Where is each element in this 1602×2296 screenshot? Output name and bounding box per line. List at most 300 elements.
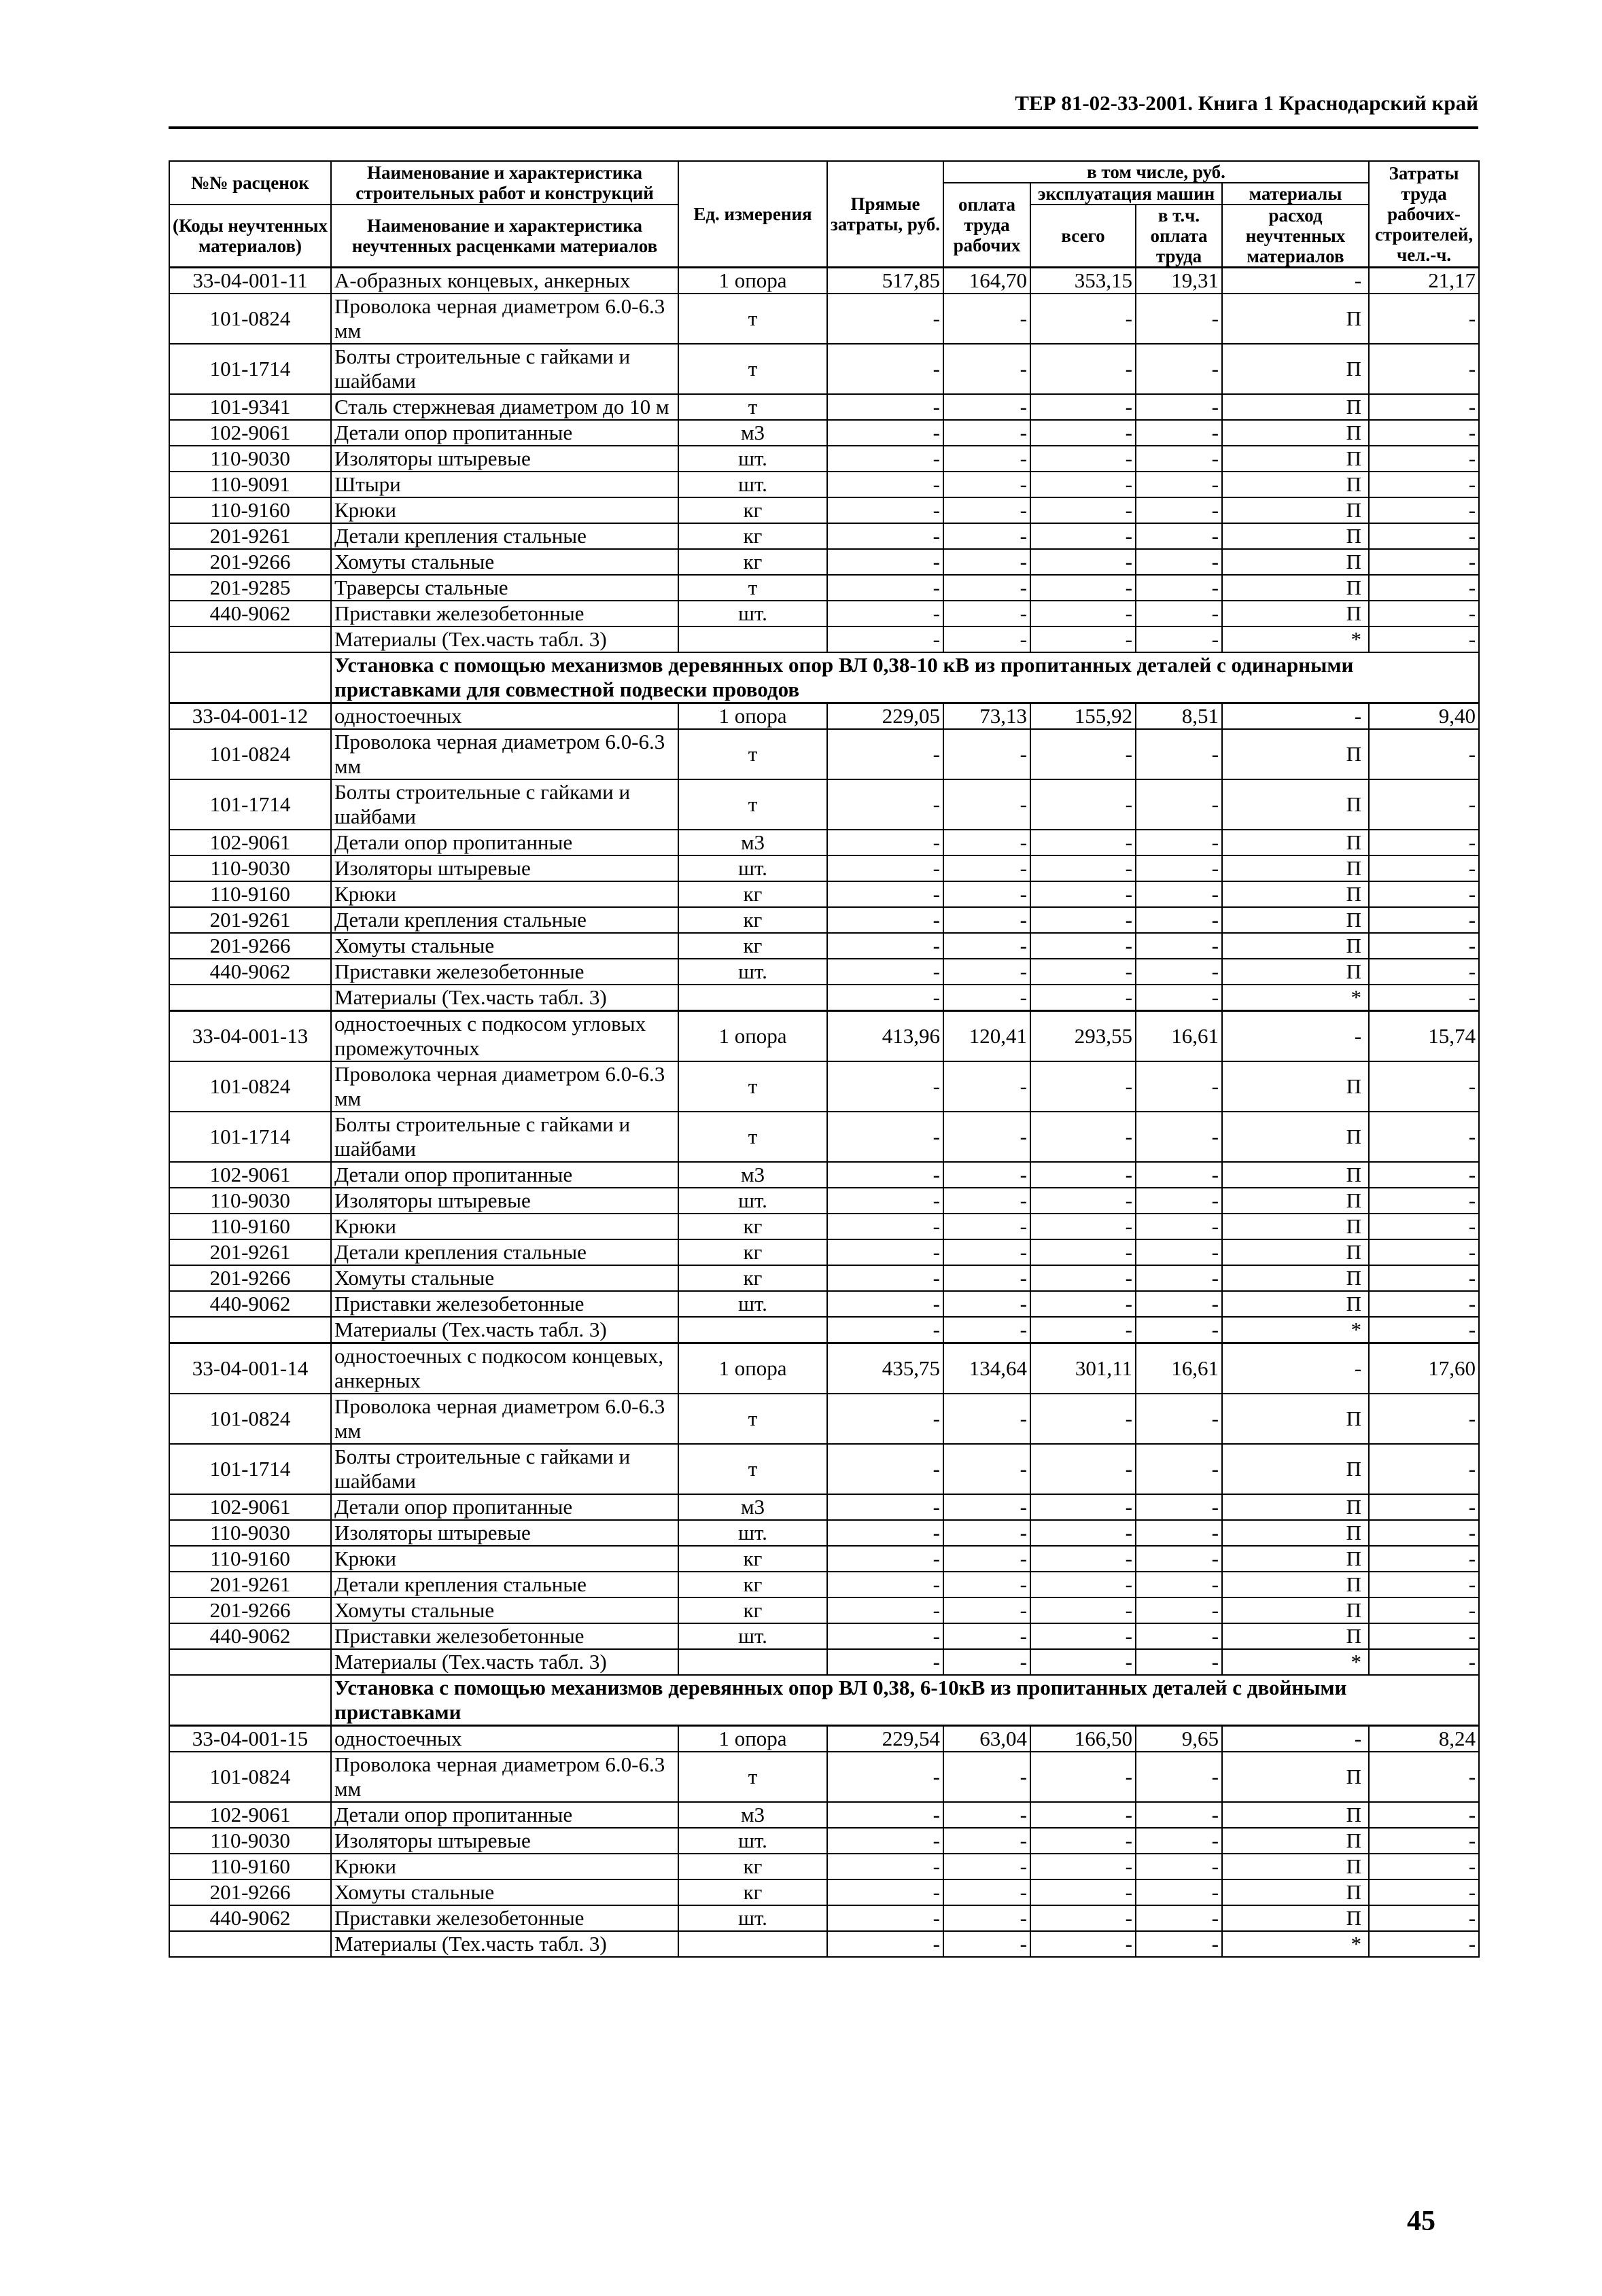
direct-cost-cell: - [827, 1828, 943, 1854]
labor-cost-cell: - [1369, 523, 1479, 549]
labor-cost-cell: - [1369, 1572, 1479, 1597]
col-header-mach-total: всего [1030, 205, 1136, 268]
materials-cell: П [1222, 601, 1369, 626]
machines-labor-pay-cell: - [1136, 1317, 1222, 1343]
materials-cell: П [1222, 549, 1369, 575]
rate-code-cell: 201-9266 [169, 933, 331, 959]
material-row [169, 1546, 1479, 1572]
labor-pay-cell: - [943, 1752, 1030, 1802]
direct-cost-cell: 229,05 [827, 703, 943, 730]
labor-cost-cell: - [1369, 1905, 1479, 1931]
machines-total-cell: - [1030, 779, 1136, 830]
materials-cell: П [1222, 1291, 1369, 1317]
rate-code-cell: 101-0824 [169, 1752, 331, 1802]
materials-cell: П [1222, 497, 1369, 523]
labor-cost-cell: - [1369, 1265, 1479, 1291]
material-row [169, 959, 1479, 985]
material-row [169, 575, 1479, 601]
material-row [169, 626, 1479, 652]
item-name-cell: Изоляторы штыревые [331, 1520, 678, 1546]
section-code-cell [169, 652, 331, 703]
materials-cell: * [1222, 626, 1369, 652]
labor-pay-cell: - [943, 959, 1030, 985]
machines-labor-pay-cell: - [1136, 1239, 1222, 1265]
machines-labor-pay-cell: 16,61 [1136, 1011, 1222, 1062]
table-header [169, 161, 1479, 268]
unit-cell: шт. [678, 446, 827, 472]
machines-labor-pay-cell: - [1136, 1931, 1222, 1957]
labor-pay-cell: - [943, 1905, 1030, 1931]
unit-cell: 1 опора [678, 1726, 827, 1752]
machines-total-cell: - [1030, 1905, 1136, 1931]
machines-labor-pay-cell: - [1136, 472, 1222, 497]
item-name-cell: Сталь стержневая диаметром до 10 м [331, 394, 678, 420]
machines-labor-pay-cell: - [1136, 881, 1222, 907]
labor-pay-cell: - [943, 523, 1030, 549]
direct-cost-cell: - [827, 1162, 943, 1188]
unit-cell: кг [678, 1265, 827, 1291]
unit-cell: т [678, 1752, 827, 1802]
machines-total-cell: 353,15 [1030, 268, 1136, 294]
col-header-labor-pay: оплата труда рабочих [943, 183, 1030, 268]
labor-pay-cell: - [943, 830, 1030, 855]
unit-cell: шт. [678, 472, 827, 497]
labor-pay-cell: - [943, 1931, 1030, 1957]
machines-labor-pay-cell: - [1136, 1520, 1222, 1546]
labor-pay-cell: - [943, 907, 1030, 933]
rate-code-cell: 110-9030 [169, 446, 331, 472]
machines-labor-pay-cell: - [1136, 1061, 1222, 1112]
item-name-cell: одностоечных [331, 703, 678, 730]
materials-cell: П [1222, 933, 1369, 959]
labor-cost-cell: - [1369, 1494, 1479, 1520]
machines-labor-pay-cell: - [1136, 294, 1222, 344]
machines-total-cell: - [1030, 549, 1136, 575]
machines-total-cell: - [1030, 1061, 1136, 1112]
machines-total-cell: - [1030, 1572, 1136, 1597]
labor-pay-cell: - [943, 881, 1030, 907]
materials-cell: П [1222, 1394, 1369, 1444]
rate-code-cell: 33-04-001-11 [169, 268, 331, 294]
machines-labor-pay-cell: - [1136, 1546, 1222, 1572]
machines-labor-pay-cell: - [1136, 1494, 1222, 1520]
machines-total-cell: - [1030, 1520, 1136, 1546]
labor-pay-cell: - [943, 729, 1030, 779]
item-name-cell: Материалы (Тех.часть табл. 3) [331, 1317, 678, 1343]
machines-labor-pay-cell: - [1136, 420, 1222, 446]
item-name-cell: Хомуты стальные [331, 1265, 678, 1291]
material-row [169, 1572, 1479, 1597]
direct-cost-cell: - [827, 1597, 943, 1623]
direct-cost-cell: - [827, 1494, 943, 1520]
materials-cell: П [1222, 959, 1369, 985]
machines-labor-pay-cell: - [1136, 779, 1222, 830]
direct-cost-cell: - [827, 881, 943, 907]
rate-row [169, 268, 1479, 294]
machines-total-cell: - [1030, 1854, 1136, 1879]
item-name-cell: Проволока черная диаметром 6.0-6.3 мм [331, 294, 678, 344]
direct-cost-cell: - [827, 855, 943, 881]
material-row [169, 1188, 1479, 1214]
unit-cell: кг [678, 881, 827, 907]
table-body [169, 268, 1479, 1958]
materials-cell: П [1222, 729, 1369, 779]
rate-code-cell: 440-9062 [169, 1905, 331, 1931]
item-name-cell: Детали опор пропитанные [331, 1162, 678, 1188]
machines-total-cell: - [1030, 855, 1136, 881]
rate-code-cell: 101-9341 [169, 394, 331, 420]
machines-total-cell: - [1030, 830, 1136, 855]
rate-code-cell: 201-9261 [169, 1239, 331, 1265]
material-row [169, 779, 1479, 830]
labor-pay-cell: - [943, 1162, 1030, 1188]
materials-cell: П [1222, 1239, 1369, 1265]
machines-labor-pay-cell: - [1136, 1291, 1222, 1317]
machines-labor-pay-cell: - [1136, 1649, 1222, 1675]
labor-pay-cell: - [943, 1444, 1030, 1494]
material-row [169, 1494, 1479, 1520]
item-name-cell: Приставки железобетонные [331, 1905, 678, 1931]
machines-labor-pay-cell: 16,61 [1136, 1343, 1222, 1394]
machines-labor-pay-cell: - [1136, 907, 1222, 933]
materials-cell: П [1222, 830, 1369, 855]
materials-cell: П [1222, 1520, 1369, 1546]
machines-total-cell: - [1030, 523, 1136, 549]
machines-total-cell: - [1030, 1623, 1136, 1649]
col-header-labor-cost: Затраты труда рабочих-строителей, чел.-ч. [1369, 161, 1479, 268]
materials-cell: П [1222, 294, 1369, 344]
material-row [169, 1905, 1479, 1931]
materials-cell: П [1222, 1546, 1369, 1572]
labor-cost-cell: - [1369, 575, 1479, 601]
labor-cost-cell: - [1369, 446, 1479, 472]
rate-code-cell: 33-04-001-15 [169, 1726, 331, 1752]
item-name-cell: одностоечных с подкосом концевых, анкерных [331, 1343, 678, 1394]
rate-code-cell: 101-0824 [169, 294, 331, 344]
item-name-cell: Крюки [331, 1854, 678, 1879]
col-header-machines: эксплуатация машин [1030, 183, 1222, 205]
materials-cell: П [1222, 1623, 1369, 1649]
rate-code-cell: 101-0824 [169, 729, 331, 779]
labor-pay-cell: - [943, 497, 1030, 523]
rate-code-cell: 101-1714 [169, 1112, 331, 1162]
machines-labor-pay-cell: - [1136, 549, 1222, 575]
direct-cost-cell: - [827, 1879, 943, 1905]
machines-labor-pay-cell: 8,51 [1136, 703, 1222, 730]
labor-pay-cell: - [943, 626, 1030, 652]
material-row [169, 855, 1479, 881]
material-row [169, 1879, 1479, 1905]
materials-cell: П [1222, 1188, 1369, 1214]
rate-code-cell [169, 1649, 331, 1675]
labor-cost-cell: - [1369, 830, 1479, 855]
machines-total-cell: - [1030, 1188, 1136, 1214]
unit-cell: м3 [678, 1162, 827, 1188]
labor-pay-cell: 73,13 [943, 703, 1030, 730]
unit-cell: кг [678, 1879, 827, 1905]
materials-cell: - [1222, 1011, 1369, 1062]
labor-pay-cell: - [943, 1494, 1030, 1520]
machines-total-cell: - [1030, 1597, 1136, 1623]
materials-cell: П [1222, 1214, 1369, 1239]
direct-cost-cell: - [827, 933, 943, 959]
item-name-cell: Приставки железобетонные [331, 1623, 678, 1649]
machines-total-cell: - [1030, 626, 1136, 652]
item-name-cell: Детали опор пропитанные [331, 1802, 678, 1828]
direct-cost-cell: - [827, 1239, 943, 1265]
machines-total-cell: 166,50 [1030, 1726, 1136, 1752]
labor-cost-cell: 8,24 [1369, 1726, 1479, 1752]
materials-cell: П [1222, 881, 1369, 907]
unit-cell: шт. [678, 1828, 827, 1854]
rate-code-cell: 101-1714 [169, 779, 331, 830]
item-name-cell: Проволока черная диаметром 6.0-6.3 мм [331, 1752, 678, 1802]
materials-cell: П [1222, 575, 1369, 601]
unit-cell [678, 1649, 827, 1675]
labor-cost-cell: - [1369, 1752, 1479, 1802]
item-name-cell: Материалы (Тех.часть табл. 3) [331, 1649, 678, 1675]
machines-labor-pay-cell: - [1136, 523, 1222, 549]
rate-code-cell: 440-9062 [169, 959, 331, 985]
labor-cost-cell: - [1369, 1214, 1479, 1239]
item-name-cell: Детали крепления стальные [331, 1239, 678, 1265]
item-name-cell: Детали крепления стальные [331, 1572, 678, 1597]
unit-cell: 1 опора [678, 1343, 827, 1394]
materials-cell: П [1222, 907, 1369, 933]
labor-cost-cell: - [1369, 1597, 1479, 1623]
machines-total-cell: - [1030, 1828, 1136, 1854]
machines-labor-pay-cell: - [1136, 933, 1222, 959]
item-name-cell: Хомуты стальные [331, 933, 678, 959]
rate-code-cell: 102-9061 [169, 1802, 331, 1828]
material-row [169, 907, 1479, 933]
rate-code-cell: 102-9061 [169, 420, 331, 446]
item-name-cell: Хомуты стальные [331, 549, 678, 575]
rate-code-cell: 33-04-001-13 [169, 1011, 331, 1062]
direct-cost-cell: - [827, 626, 943, 652]
direct-cost-cell: - [827, 1291, 943, 1317]
machines-labor-pay-cell: 19,31 [1136, 268, 1222, 294]
materials-cell: П [1222, 779, 1369, 830]
machines-total-cell: - [1030, 575, 1136, 601]
machines-total-cell: - [1030, 985, 1136, 1011]
direct-cost-cell: - [827, 1265, 943, 1291]
materials-cell: П [1222, 1879, 1369, 1905]
machines-labor-pay-cell: - [1136, 1188, 1222, 1214]
direct-cost-cell: - [827, 1572, 943, 1597]
materials-cell: П [1222, 1061, 1369, 1112]
labor-cost-cell: 17,60 [1369, 1343, 1479, 1394]
machines-labor-pay-cell: - [1136, 855, 1222, 881]
col-header-unit: Ед. измерения [678, 161, 827, 268]
labor-cost-cell: - [1369, 855, 1479, 881]
labor-cost-cell: - [1369, 1444, 1479, 1494]
labor-cost-cell: - [1369, 472, 1479, 497]
item-name-cell: Крюки [331, 497, 678, 523]
materials-cell: П [1222, 394, 1369, 420]
labor-pay-cell: - [943, 933, 1030, 959]
direct-cost-cell: - [827, 1931, 943, 1957]
machines-total-cell: - [1030, 933, 1136, 959]
rate-code-cell: 33-04-001-12 [169, 703, 331, 730]
labor-pay-cell: - [943, 1546, 1030, 1572]
rate-code-cell [169, 626, 331, 652]
rate-code-cell: 101-0824 [169, 1061, 331, 1112]
material-row [169, 1623, 1479, 1649]
rate-code-cell: 101-0824 [169, 1394, 331, 1444]
rate-code-cell: 102-9061 [169, 1494, 331, 1520]
machines-labor-pay-cell: - [1136, 1597, 1222, 1623]
machines-labor-pay-cell: - [1136, 1162, 1222, 1188]
machines-labor-pay-cell: - [1136, 446, 1222, 472]
labor-pay-cell: - [943, 1265, 1030, 1291]
materials-cell: П [1222, 1494, 1369, 1520]
direct-cost-cell: - [827, 1752, 943, 1802]
unit-cell: т [678, 1444, 827, 1494]
direct-cost-cell: - [827, 1905, 943, 1931]
unit-cell: кг [678, 497, 827, 523]
col-header-code-bottom: (Коды неучтенных материалов) [169, 205, 331, 268]
labor-cost-cell: - [1369, 1112, 1479, 1162]
direct-cost-cell: - [827, 959, 943, 985]
labor-cost-cell: - [1369, 959, 1479, 985]
col-header-name-bottom: Наименование и характеристика неучтенных расценками материалов [331, 205, 678, 268]
material-row [169, 729, 1479, 779]
machines-total-cell: - [1030, 394, 1136, 420]
unit-cell: шт. [678, 1520, 827, 1546]
labor-cost-cell: - [1369, 729, 1479, 779]
machines-total-cell: 301,11 [1030, 1343, 1136, 1394]
item-name-cell: Штыри [331, 472, 678, 497]
rate-code-cell: 110-9160 [169, 497, 331, 523]
labor-pay-cell: - [943, 1291, 1030, 1317]
material-row [169, 1649, 1479, 1675]
unit-cell: м3 [678, 420, 827, 446]
labor-cost-cell: - [1369, 1649, 1479, 1675]
labor-pay-cell: - [943, 344, 1030, 394]
material-row [169, 601, 1479, 626]
rate-code-cell: 102-9061 [169, 1162, 331, 1188]
unit-cell [678, 1317, 827, 1343]
machines-labor-pay-cell: - [1136, 497, 1222, 523]
item-name-cell: Материалы (Тех.часть табл. 3) [331, 1931, 678, 1957]
machines-total-cell: - [1030, 1265, 1136, 1291]
labor-pay-cell: - [943, 985, 1030, 1011]
direct-cost-cell: - [827, 1802, 943, 1828]
direct-cost-cell: 435,75 [827, 1343, 943, 1394]
machines-labor-pay-cell: - [1136, 1752, 1222, 1802]
material-row [169, 420, 1479, 446]
machines-labor-pay-cell: - [1136, 1828, 1222, 1854]
labor-cost-cell: - [1369, 549, 1479, 575]
section-heading: Установка с помощью механизмов деревянных опор ВЛ 0,38-10 кВ из пропитанных деталей с одинарными приставками для совместной подвески проводов [331, 652, 1479, 703]
machines-labor-pay-cell: - [1136, 1112, 1222, 1162]
machines-labor-pay-cell: - [1136, 1394, 1222, 1444]
item-name-cell: Детали опор пропитанные [331, 1494, 678, 1520]
materials-cell: - [1222, 268, 1369, 294]
machines-labor-pay-cell: - [1136, 394, 1222, 420]
rate-code-cell: 101-1714 [169, 344, 331, 394]
labor-cost-cell: - [1369, 1802, 1479, 1828]
unit-cell: кг [678, 1214, 827, 1239]
machines-labor-pay-cell: - [1136, 830, 1222, 855]
labor-cost-cell: - [1369, 1879, 1479, 1905]
material-row [169, 294, 1479, 344]
labor-pay-cell: 134,64 [943, 1343, 1030, 1394]
materials-cell: П [1222, 1854, 1369, 1879]
labor-cost-cell: - [1369, 881, 1479, 907]
rate-code-cell: 201-9266 [169, 1265, 331, 1291]
direct-cost-cell: - [827, 394, 943, 420]
unit-cell: т [678, 779, 827, 830]
item-name-cell: Изоляторы штыревые [331, 1188, 678, 1214]
unit-cell: кг [678, 1239, 827, 1265]
material-row [169, 394, 1479, 420]
labor-cost-cell: - [1369, 779, 1479, 830]
materials-cell: П [1222, 446, 1369, 472]
machines-total-cell: 155,92 [1030, 703, 1136, 730]
col-header-direct: Прямые затраты, руб. [827, 161, 943, 268]
machines-total-cell: - [1030, 907, 1136, 933]
machines-labor-pay-cell: - [1136, 1623, 1222, 1649]
item-name-cell: А-образных концевых, анкерных [331, 268, 678, 294]
direct-cost-cell: - [827, 1112, 943, 1162]
item-name-cell: Изоляторы штыревые [331, 855, 678, 881]
rate-code-cell: 101-1714 [169, 1444, 331, 1494]
labor-cost-cell: 21,17 [1369, 268, 1479, 294]
machines-total-cell: - [1030, 1239, 1136, 1265]
labor-pay-cell: 120,41 [943, 1011, 1030, 1062]
rate-code-cell: 110-9160 [169, 1854, 331, 1879]
labor-cost-cell: - [1369, 1546, 1479, 1572]
machines-labor-pay-cell: - [1136, 1265, 1222, 1291]
labor-pay-cell: - [943, 575, 1030, 601]
material-row [169, 549, 1479, 575]
material-row [169, 830, 1479, 855]
unit-cell: шт. [678, 1905, 827, 1931]
materials-cell: П [1222, 1828, 1369, 1854]
machines-total-cell: - [1030, 1494, 1136, 1520]
unit-cell: кг [678, 933, 827, 959]
item-name-cell: Материалы (Тех.часть табл. 3) [331, 626, 678, 652]
machines-total-cell: - [1030, 1162, 1136, 1188]
materials-cell: П [1222, 1802, 1369, 1828]
direct-cost-cell: - [827, 1214, 943, 1239]
machines-total-cell: - [1030, 1394, 1136, 1444]
labor-pay-cell: - [943, 1061, 1030, 1112]
labor-pay-cell: - [943, 1623, 1030, 1649]
machines-total-cell: - [1030, 1649, 1136, 1675]
direct-cost-cell: 229,54 [827, 1726, 943, 1752]
unit-cell: кг [678, 549, 827, 575]
item-name-cell: Приставки железобетонные [331, 1291, 678, 1317]
item-name-cell: Изоляторы штыревые [331, 446, 678, 472]
labor-pay-cell: - [943, 1879, 1030, 1905]
material-row [169, 1444, 1479, 1494]
labor-cost-cell: 9,40 [1369, 703, 1479, 730]
item-name-cell: Изоляторы штыревые [331, 1828, 678, 1854]
material-row [169, 933, 1479, 959]
materials-cell: П [1222, 1265, 1369, 1291]
direct-cost-cell: - [827, 1444, 943, 1494]
labor-cost-cell: - [1369, 626, 1479, 652]
machines-total-cell: - [1030, 344, 1136, 394]
item-name-cell: Приставки железобетонные [331, 601, 678, 626]
machines-total-cell: - [1030, 420, 1136, 446]
machines-total-cell: - [1030, 497, 1136, 523]
labor-cost-cell: - [1369, 1188, 1479, 1214]
item-name-cell: Болты строительные с гайками и шайбами [331, 779, 678, 830]
